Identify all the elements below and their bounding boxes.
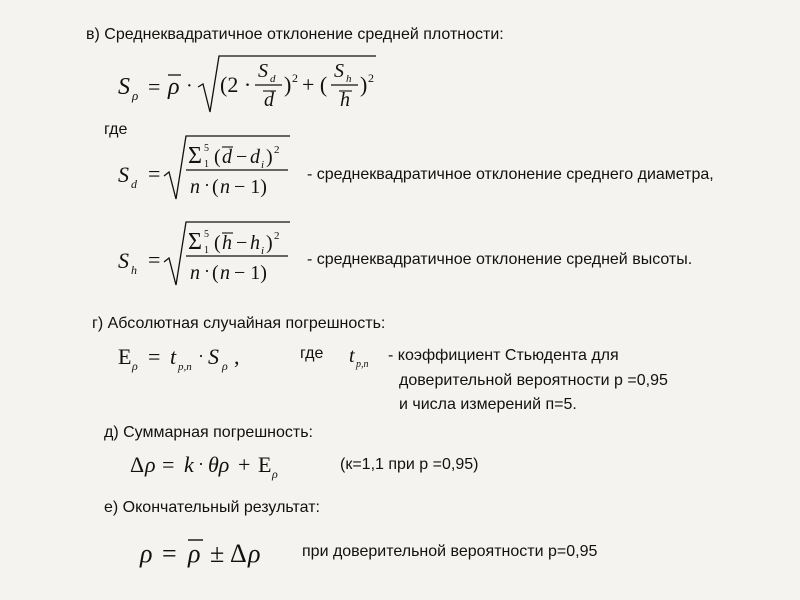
svg-text:S: S (208, 344, 219, 369)
svg-text:θρ: θρ (208, 452, 230, 477)
svg-text:S: S (118, 162, 129, 187)
svg-text:·: · (198, 346, 204, 366)
svg-text:±: ± (210, 539, 225, 568)
section-e-heading: е) Окончательный результат: (104, 499, 320, 516)
svg-text:E: E (118, 344, 132, 369)
svg-text:=: = (148, 344, 161, 369)
formula-s-h (118, 220, 318, 290)
svg-text:(: ( (212, 176, 219, 198)
section-v-heading: в) Среднеквадратичное отклонение средней плотности: (86, 26, 504, 43)
svg-text:ρ: ρ (188, 539, 201, 568)
formula-final-result (140, 530, 290, 574)
svg-text:): ) (266, 146, 273, 168)
svg-text:h: h (222, 232, 232, 254)
svg-text:p,n: p,n (356, 359, 369, 370)
svg-text:·: · (186, 75, 193, 97)
svg-text:,: , (234, 344, 240, 369)
svg-text:Σ: Σ (188, 143, 202, 169)
svg-text:(: ( (214, 232, 221, 254)
svg-text:ρ: ρ (140, 539, 153, 568)
svg-text:ρ: ρ (168, 74, 180, 100)
where-label-2: где (300, 345, 324, 362)
svg-text:n: n (220, 262, 230, 284)
svg-text:S: S (334, 60, 344, 82)
section-g-heading: г) Абсолютная случайная погрешность: (92, 315, 386, 332)
svg-text:d: d (131, 177, 137, 191)
svg-text:n: n (220, 176, 230, 198)
svg-text:): ) (266, 232, 273, 254)
sh-description: - среднеквадратичное отклонение средней высоты. (307, 251, 693, 268)
formula-s-rho (118, 54, 398, 119)
svg-text:=: = (162, 539, 177, 568)
svg-text:−: − (236, 232, 248, 254)
svg-text:i: i (261, 159, 265, 171)
svg-text:i: i (261, 245, 265, 257)
svg-text:(2 ·: (2 · (220, 72, 252, 97)
svg-text:h: h (250, 232, 260, 254)
formula-s-d (118, 132, 318, 202)
student-coef-line-2: доверительной вероятности р =0,95 (399, 372, 668, 389)
svg-text:1: 1 (204, 159, 209, 170)
svg-text:·: · (204, 175, 210, 195)
svg-text:(: ( (212, 262, 219, 284)
svg-text:ρ: ρ (272, 467, 278, 481)
svg-text:=: = (162, 452, 175, 477)
svg-text:n: n (190, 262, 200, 284)
svg-text:ρ: ρ (132, 359, 138, 373)
svg-text:·: · (198, 454, 204, 474)
formula-delta-rho (130, 448, 310, 482)
svg-text:Σ: Σ (188, 229, 202, 255)
svg-text:− 1): − 1) (234, 262, 267, 284)
svg-text:h: h (346, 73, 352, 85)
svg-text:d: d (222, 146, 232, 168)
svg-text:2: 2 (274, 230, 280, 242)
where-label-1: где (104, 121, 128, 138)
svg-text:2: 2 (274, 144, 280, 156)
svg-text:t: t (349, 345, 355, 367)
svg-text:ρ: ρ (132, 88, 139, 103)
svg-text:+ (: + ( (302, 72, 328, 97)
svg-text:Δ: Δ (230, 539, 247, 568)
svg-text:S: S (258, 60, 268, 82)
svg-text:): ) (284, 72, 292, 97)
section-d-heading: д) Суммарная погрешность: (104, 424, 313, 441)
svg-text:(: ( (214, 146, 221, 168)
svg-text:t: t (170, 344, 177, 369)
svg-text:− 1): − 1) (234, 176, 267, 198)
final-result-note: при доверительной вероятности р=0,95 (302, 543, 598, 560)
svg-text:n: n (190, 176, 200, 198)
formula-t-pn (347, 342, 387, 372)
student-coef-line-3: и числа измерений п=5. (399, 396, 577, 413)
formula-e-rho (118, 340, 278, 374)
svg-text:): ) (360, 72, 368, 97)
svg-text:p,n: p,n (178, 361, 192, 373)
svg-text:+: + (238, 452, 251, 477)
svg-text:Δ: Δ (130, 452, 145, 477)
svg-text:2: 2 (368, 71, 374, 85)
svg-text:d: d (270, 73, 276, 85)
svg-text:E: E (258, 452, 272, 477)
svg-text:ρ: ρ (222, 359, 228, 373)
svg-text:=: = (148, 74, 161, 99)
sd-description: - среднеквадратичное отклонение среднего диаметра, (307, 166, 714, 183)
svg-text:k: k (184, 452, 194, 477)
k-coefficient-note: (к=1,1 при р =0,95) (340, 456, 479, 473)
svg-text:S: S (118, 74, 130, 100)
svg-text:−: − (236, 146, 248, 168)
svg-text:=: = (148, 247, 161, 272)
svg-text:h: h (340, 89, 350, 111)
svg-text:2: 2 (292, 71, 298, 85)
svg-text:5: 5 (204, 229, 209, 240)
svg-text:d: d (264, 89, 274, 111)
svg-text:S: S (118, 248, 129, 273)
svg-text:ρ: ρ (248, 539, 261, 568)
svg-text:5: 5 (204, 143, 209, 154)
svg-text:1: 1 (204, 245, 209, 256)
student-coef-line-1: - коэффициент Стьюдента для (388, 347, 619, 364)
svg-text:·: · (204, 261, 210, 281)
svg-text:h: h (131, 263, 137, 277)
svg-text:=: = (148, 161, 161, 186)
svg-text:d: d (250, 146, 260, 168)
svg-text:ρ: ρ (145, 452, 156, 477)
